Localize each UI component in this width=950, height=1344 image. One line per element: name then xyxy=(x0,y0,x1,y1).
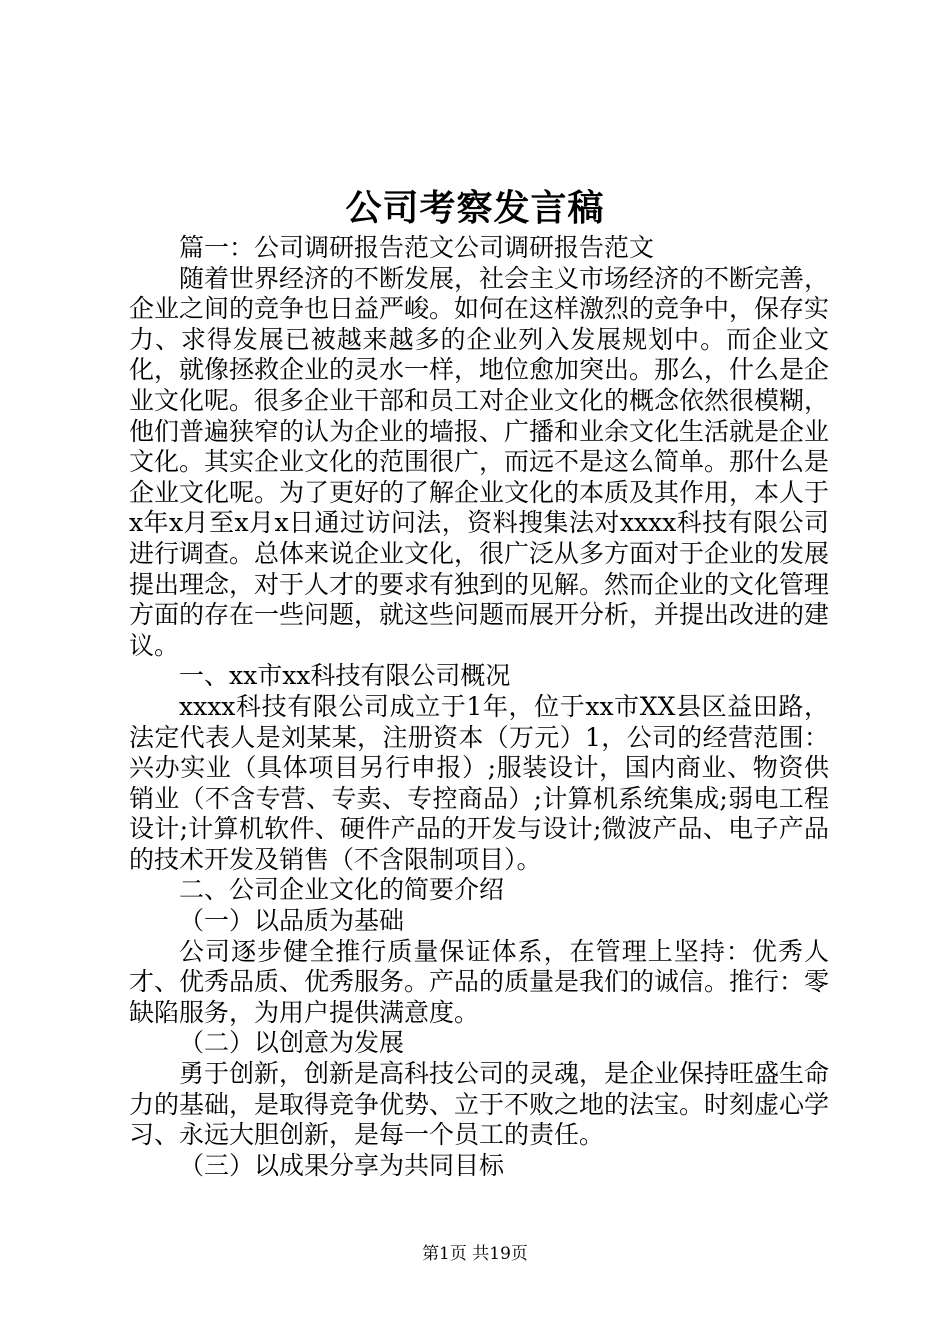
section-heading: 二、公司企业文化的简要介绍 xyxy=(179,875,505,905)
paragraph: 篇一：公司调研报告范文公司调研报告范文 xyxy=(179,233,655,262)
paragraph: xxxx科技有限公司成立于1年，位于xx市XX县区益田路，法定代表人是刘某某，注册资本（万元）1，公司的经营范围：兴办实业（具体项目另行申报）;服装设计，国内商业、物资供销业（不含专营、专卖、专控商品）;计算机系统集成;弱电工程设计;计算机软件、硬件产品的开发与设计;微波产品、电子产品的技术开发及销售（不含限制项目）。 xyxy=(129,691,829,874)
subsection-heading: （三）以成果分享为共同目标 xyxy=(179,1150,505,1180)
section-heading: 一、xx市xx科技有限公司概况 xyxy=(179,661,511,691)
page-number-footer: 第1页 共19页 xyxy=(422,1244,528,1264)
paragraph: 随着世界经济的不断发展，社会主义市场经济的不断完善，企业之间的竞争也日益严峻。如何在这样激烈的竞争中，保存实力、求得发展已被越来越多的企业列入发展规划中。而企业文化，就像拯救企业的灵水一样，地位愈加突出。那么，什么是企业文化呢。很多企业干部和员工对企业文化的概念依然很模糊，他们普遍狭窄的认为企业的墙报、广播和业余文化生活就是企业文化。其实企业文化的范围很广，而远不是这么简单。那什么是企业文化呢。为了更好的了解企业文化的本质及其作用，本人于x年x月至x月x日通过访问法，资料搜集法对xxxx科技有限公司进行调查。总体来说企业文化，很广泛从多方面对于企业的发展提出理念，对于人才的要求有独到的见解。然而企业的文化管理方面的存在一些问题，就这些问题而展开分析，并提出改进的建议。 xyxy=(129,263,830,660)
subsection-heading: （二）以创意为发展 xyxy=(179,1028,405,1058)
paragraph: 勇于创新，创新是高科技公司的灵魂，是企业保持旺盛生命力的基础，是取得竞争优势、立于不败之地的法宝。时刻虚心学习、永远大胆创新，是每一个员工的责任。 xyxy=(129,1059,830,1150)
document-body xyxy=(129,233,829,1181)
paragraph: 公司逐步健全推行质量保证体系，在管理上坚持：优秀人才、优秀品质、优秀服务。产品的质量是我们的诚信。推行：零缺陷服务，为用户提供满意度。 xyxy=(129,936,830,1027)
subsection-heading: （一）以品质为基础 xyxy=(179,906,405,936)
document-title: 公司考察发言稿 xyxy=(345,187,605,229)
